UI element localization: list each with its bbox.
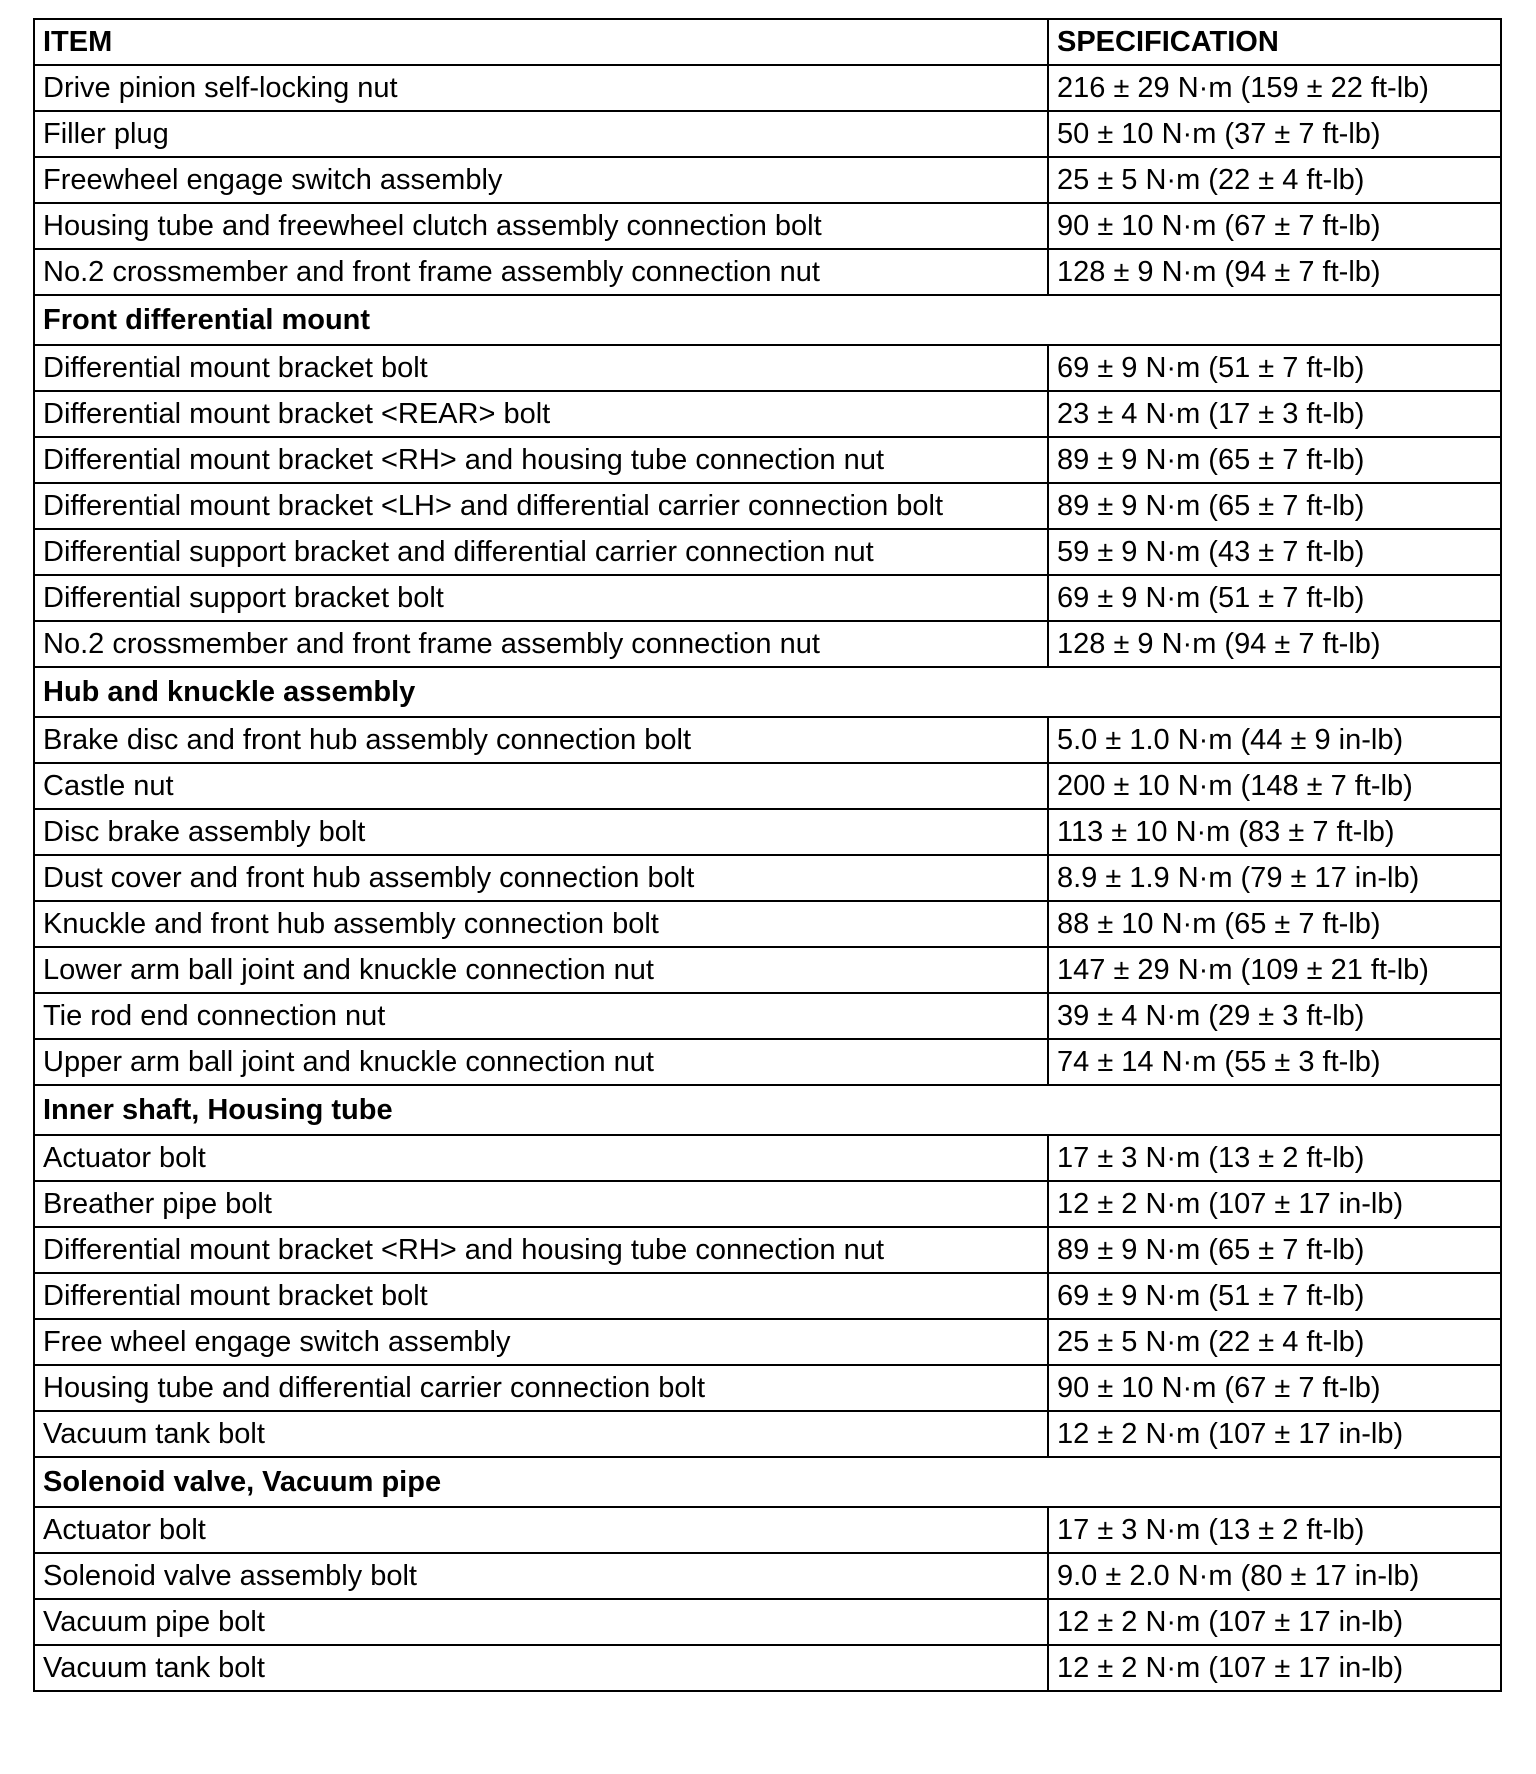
table-row [34, 1365, 1501, 1411]
table-row [34, 203, 1501, 249]
table-row [34, 1319, 1501, 1365]
column-header-item: ITEM [34, 19, 1048, 65]
specification-cell: 89 ± 9 N·m (65 ± 7 ft-lb) [1048, 437, 1501, 483]
section-row [34, 1457, 1501, 1507]
table-row [34, 1645, 1501, 1691]
table-row [34, 249, 1501, 295]
item-cell: No.2 crossmember and front frame assembly connection nut [34, 249, 1048, 295]
specification-cell: 128 ± 9 N·m (94 ± 7 ft-lb) [1048, 249, 1501, 295]
section-heading: Inner shaft, Housing tube [34, 1085, 1501, 1135]
table-row [34, 391, 1501, 437]
table-row [34, 901, 1501, 947]
specification-cell: 8.9 ± 1.9 N·m (79 ± 17 in-lb) [1048, 855, 1501, 901]
item-cell: Disc brake assembly bolt [34, 809, 1048, 855]
specification-cell: 74 ± 14 N·m (55 ± 3 ft-lb) [1048, 1039, 1501, 1085]
item-cell: Lower arm ball joint and knuckle connection nut [34, 947, 1048, 993]
specification-cell: 50 ± 10 N·m (37 ± 7 ft-lb) [1048, 111, 1501, 157]
item-cell: Differential mount bracket <LH> and differential carrier connection bolt [34, 483, 1048, 529]
table-row [34, 1181, 1501, 1227]
item-cell: Filler plug [34, 111, 1048, 157]
item-cell: Differential mount bracket bolt [34, 1273, 1048, 1319]
specification-cell: 69 ± 9 N·m (51 ± 7 ft-lb) [1048, 345, 1501, 391]
item-cell: Actuator bolt [34, 1135, 1048, 1181]
item-cell: Vacuum pipe bolt [34, 1599, 1048, 1645]
table-row [34, 157, 1501, 203]
table-row [34, 809, 1501, 855]
specification-cell: 25 ± 5 N·m (22 ± 4 ft-lb) [1048, 157, 1501, 203]
table-row [34, 345, 1501, 391]
specification-cell: 12 ± 2 N·m (107 ± 17 in-lb) [1048, 1645, 1501, 1691]
item-cell: Solenoid valve assembly bolt [34, 1553, 1048, 1599]
table-row [34, 1135, 1501, 1181]
table-row [34, 1507, 1501, 1553]
item-cell: Brake disc and front hub assembly connection bolt [34, 717, 1048, 763]
header-row [34, 19, 1501, 65]
specification-cell: 147 ± 29 N·m (109 ± 21 ft-lb) [1048, 947, 1501, 993]
table-row [34, 1411, 1501, 1457]
table-row [34, 437, 1501, 483]
table-row [34, 529, 1501, 575]
section-heading: Front differential mount [34, 295, 1501, 345]
table-row [34, 483, 1501, 529]
table-row [34, 1039, 1501, 1085]
section-row [34, 295, 1501, 345]
item-cell: Differential support bracket bolt [34, 575, 1048, 621]
specification-cell: 23 ± 4 N·m (17 ± 3 ft-lb) [1048, 391, 1501, 437]
specification-cell: 128 ± 9 N·m (94 ± 7 ft-lb) [1048, 621, 1501, 667]
table-row [34, 111, 1501, 157]
item-cell: Drive pinion self-locking nut [34, 65, 1048, 111]
table-header [34, 19, 1501, 65]
table-row [34, 947, 1501, 993]
item-cell: Vacuum tank bolt [34, 1411, 1048, 1457]
item-cell: Differential mount bracket <RH> and housing tube connection nut [34, 437, 1048, 483]
specification-cell: 12 ± 2 N·m (107 ± 17 in-lb) [1048, 1181, 1501, 1227]
torque-spec-table [33, 18, 1502, 1692]
specification-cell: 17 ± 3 N·m (13 ± 2 ft-lb) [1048, 1507, 1501, 1553]
specification-cell: 90 ± 10 N·m (67 ± 7 ft-lb) [1048, 203, 1501, 249]
specification-cell: 12 ± 2 N·m (107 ± 17 in-lb) [1048, 1411, 1501, 1457]
table-row [34, 1227, 1501, 1273]
specification-cell: 90 ± 10 N·m (67 ± 7 ft-lb) [1048, 1365, 1501, 1411]
specification-cell: 25 ± 5 N·m (22 ± 4 ft-lb) [1048, 1319, 1501, 1365]
table-row [34, 717, 1501, 763]
table-row [34, 575, 1501, 621]
item-cell: Knuckle and front hub assembly connection bolt [34, 901, 1048, 947]
specification-cell: 69 ± 9 N·m (51 ± 7 ft-lb) [1048, 575, 1501, 621]
specification-cell: 88 ± 10 N·m (65 ± 7 ft-lb) [1048, 901, 1501, 947]
item-cell: Differential mount bracket bolt [34, 345, 1048, 391]
table-row [34, 1599, 1501, 1645]
item-cell: Housing tube and freewheel clutch assembly connection bolt [34, 203, 1048, 249]
item-cell: Free wheel engage switch assembly [34, 1319, 1048, 1365]
item-cell: Tie rod end connection nut [34, 993, 1048, 1039]
specification-cell: 5.0 ± 1.0 N·m (44 ± 9 in-lb) [1048, 717, 1501, 763]
section-heading: Solenoid valve, Vacuum pipe [34, 1457, 1501, 1507]
section-row [34, 1085, 1501, 1135]
specification-cell: 89 ± 9 N·m (65 ± 7 ft-lb) [1048, 483, 1501, 529]
table-row [34, 855, 1501, 901]
specification-cell: 9.0 ± 2.0 N·m (80 ± 17 in-lb) [1048, 1553, 1501, 1599]
specification-cell: 200 ± 10 N·m (148 ± 7 ft-lb) [1048, 763, 1501, 809]
item-cell: Differential support bracket and differential carrier connection nut [34, 529, 1048, 575]
table-row [34, 1273, 1501, 1319]
table-row [34, 65, 1501, 111]
specification-cell: 216 ± 29 N·m (159 ± 22 ft-lb) [1048, 65, 1501, 111]
item-cell: Differential mount bracket <REAR> bolt [34, 391, 1048, 437]
column-header-specification: SPECIFICATION [1048, 19, 1501, 65]
item-cell: Actuator bolt [34, 1507, 1048, 1553]
table-row [34, 763, 1501, 809]
item-cell: Freewheel engage switch assembly [34, 157, 1048, 203]
specification-cell: 69 ± 9 N·m (51 ± 7 ft-lb) [1048, 1273, 1501, 1319]
specification-cell: 39 ± 4 N·m (29 ± 3 ft-lb) [1048, 993, 1501, 1039]
item-cell: Differential mount bracket <RH> and housing tube connection nut [34, 1227, 1048, 1273]
item-cell: Dust cover and front hub assembly connection bolt [34, 855, 1048, 901]
specification-cell: 12 ± 2 N·m (107 ± 17 in-lb) [1048, 1599, 1501, 1645]
specification-cell: 59 ± 9 N·m (43 ± 7 ft-lb) [1048, 529, 1501, 575]
table-row [34, 1553, 1501, 1599]
item-cell: Housing tube and differential carrier connection bolt [34, 1365, 1048, 1411]
section-row [34, 667, 1501, 717]
item-cell: Castle nut [34, 763, 1048, 809]
item-cell: Breather pipe bolt [34, 1181, 1048, 1227]
specification-cell: 89 ± 9 N·m (65 ± 7 ft-lb) [1048, 1227, 1501, 1273]
item-cell: No.2 crossmember and front frame assembly connection nut [34, 621, 1048, 667]
table-body [34, 65, 1501, 1691]
table-row [34, 621, 1501, 667]
table-row [34, 993, 1501, 1039]
item-cell: Upper arm ball joint and knuckle connection nut [34, 1039, 1048, 1085]
section-heading: Hub and knuckle assembly [34, 667, 1501, 717]
item-cell: Vacuum tank bolt [34, 1645, 1048, 1691]
specification-cell: 113 ± 10 N·m (83 ± 7 ft-lb) [1048, 809, 1501, 855]
specification-cell: 17 ± 3 N·m (13 ± 2 ft-lb) [1048, 1135, 1501, 1181]
